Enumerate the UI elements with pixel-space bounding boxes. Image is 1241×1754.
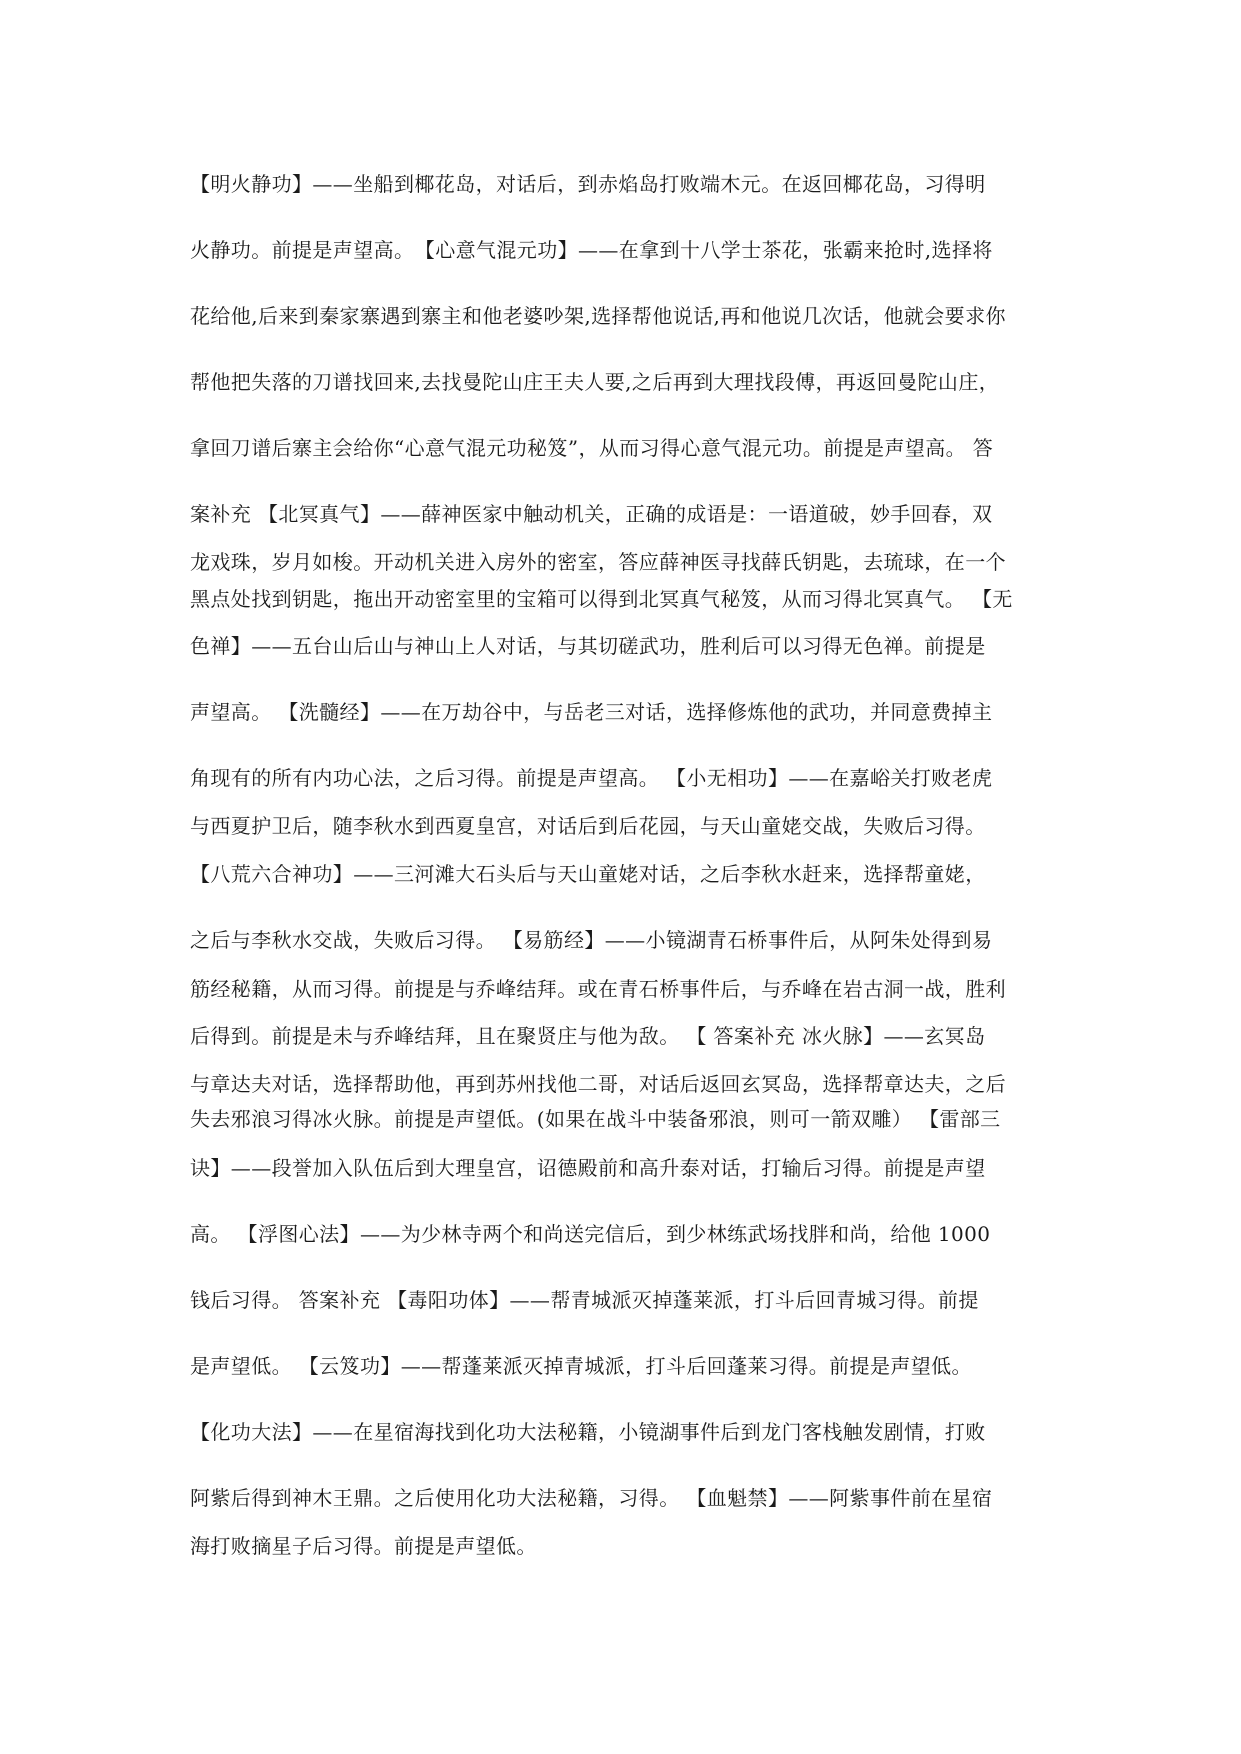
text-line: 黑点处找到钥匙，拖出开动密室里的宝箱可以得到北冥真气秘笈，从而习得北冥真气。 【无 bbox=[190, 587, 1013, 611]
text-line: 【八荒六合神功】——三河滩大石头后与天山童姥对话，之后李秋水赶来，选择帮童姥， bbox=[190, 862, 986, 886]
text-line: 【明火静功】——坐船到椰花岛，对话后，到赤焰岛打败端木元。在返回椰花岛，习得明 bbox=[190, 172, 986, 196]
text-line: 诀】——段誉加入队伍后到大理皇宫，诏德殿前和高升泰对话，打输后习得。前提是声望 bbox=[190, 1156, 986, 1180]
text-line: 帮他把失落的刀谱找回来,去找曼陀山庄王夫人要,之后再到大理找段傅，再返回曼陀山庄， bbox=[190, 370, 1000, 394]
text-line: 拿回刀谱后寨主会给你“心意气混元功秘笈”，从而习得心意气混元功。前提是声望高。 答 bbox=[190, 436, 994, 460]
text-line: 龙戏珠，岁月如梭。开动机关进入房外的密室，答应薛神医寻找薛氏钥匙，去琉球，在一个 bbox=[190, 550, 1006, 574]
text-line: 失去邪浪习得冰火脉。前提是声望低。(如果在战斗中装备邪浪，则可一箭双雕） 【雷部三 bbox=[190, 1107, 1001, 1131]
text-line: 后得到。前提是未与乔峰结拜，且在聚贤庄与他为敌。 【 答案补充 冰火脉】——玄冥岛 bbox=[190, 1024, 986, 1048]
text-line: 角现有的所有内功心法，之后习得。前提是声望高。 【小无相功】——在嘉峪关打败老虎 bbox=[190, 766, 993, 790]
text-line: 是声望低。 【云笈功】——帮蓬莱派灭掉青城派，打斗后回蓬莱习得。前提是声望低。 bbox=[190, 1354, 972, 1378]
text-line: 【化功大法】——在星宿海找到化功大法秘籍，小镜湖事件后到龙门客栈触发剧情，打败 bbox=[190, 1420, 986, 1444]
text-line: 筋经秘籍，从而习得。前提是与乔峰结拜。或在青石桥事件后，与乔峰在岩古洞一战，胜利 bbox=[190, 977, 1006, 1001]
text-line: 花给他,后来到秦家寨遇到寨主和他老婆吵架,选择帮他说话,再和他说几次话，他就会要求你 bbox=[190, 304, 1006, 328]
text-line: 火静功。前提是声望高。 【心意气混元功】——在拿到十八学士茶花，张霸来抢时,选择将 bbox=[190, 238, 993, 262]
text-line: 钱后习得。 答案补充 【毒阳功体】——帮青城派灭掉蓬莱派，打斗后回青城习得。前提 bbox=[190, 1288, 979, 1312]
text-line: 海打败摘星子后习得。前提是声望低。 bbox=[190, 1534, 537, 1558]
text-line: 之后与李秋水交战，失败后习得。 【易筋经】——小镜湖青石桥事件后，从阿朱处得到易 bbox=[190, 928, 993, 952]
text-line: 色禅】——五台山后山与神山上人对话，与其切磋武功，胜利后可以习得无色禅。前提是 bbox=[190, 634, 986, 658]
text-line: 阿紫后得到神木王鼎。之后使用化功大法秘籍，习得。 【血魁禁】——阿紫事件前在星宿 bbox=[190, 1486, 993, 1510]
text-line: 案补充 【北冥真气】——薛神医家中触动机关，正确的成语是：一语道破，妙手回春，双 bbox=[190, 502, 993, 526]
text-line: 与西夏护卫后，随李秋水到西夏皇宫，对话后到后花园，与天山童姥交战，失败后习得。 bbox=[190, 814, 986, 838]
text-line: 高。 【浮图心法】——为少林寺两个和尚送完信后，到少林练武场找胖和尚，给他 1000 bbox=[190, 1222, 991, 1246]
text-line: 与章达夫对话，选择帮助他，再到苏州找他二哥，对话后返回玄冥岛，选择帮章达夫，之后 bbox=[190, 1072, 1006, 1096]
text-line: 声望高。 【洗髓经】——在万劫谷中，与岳老三对话，选择修炼他的武功，并同意费掉主 bbox=[190, 700, 993, 724]
